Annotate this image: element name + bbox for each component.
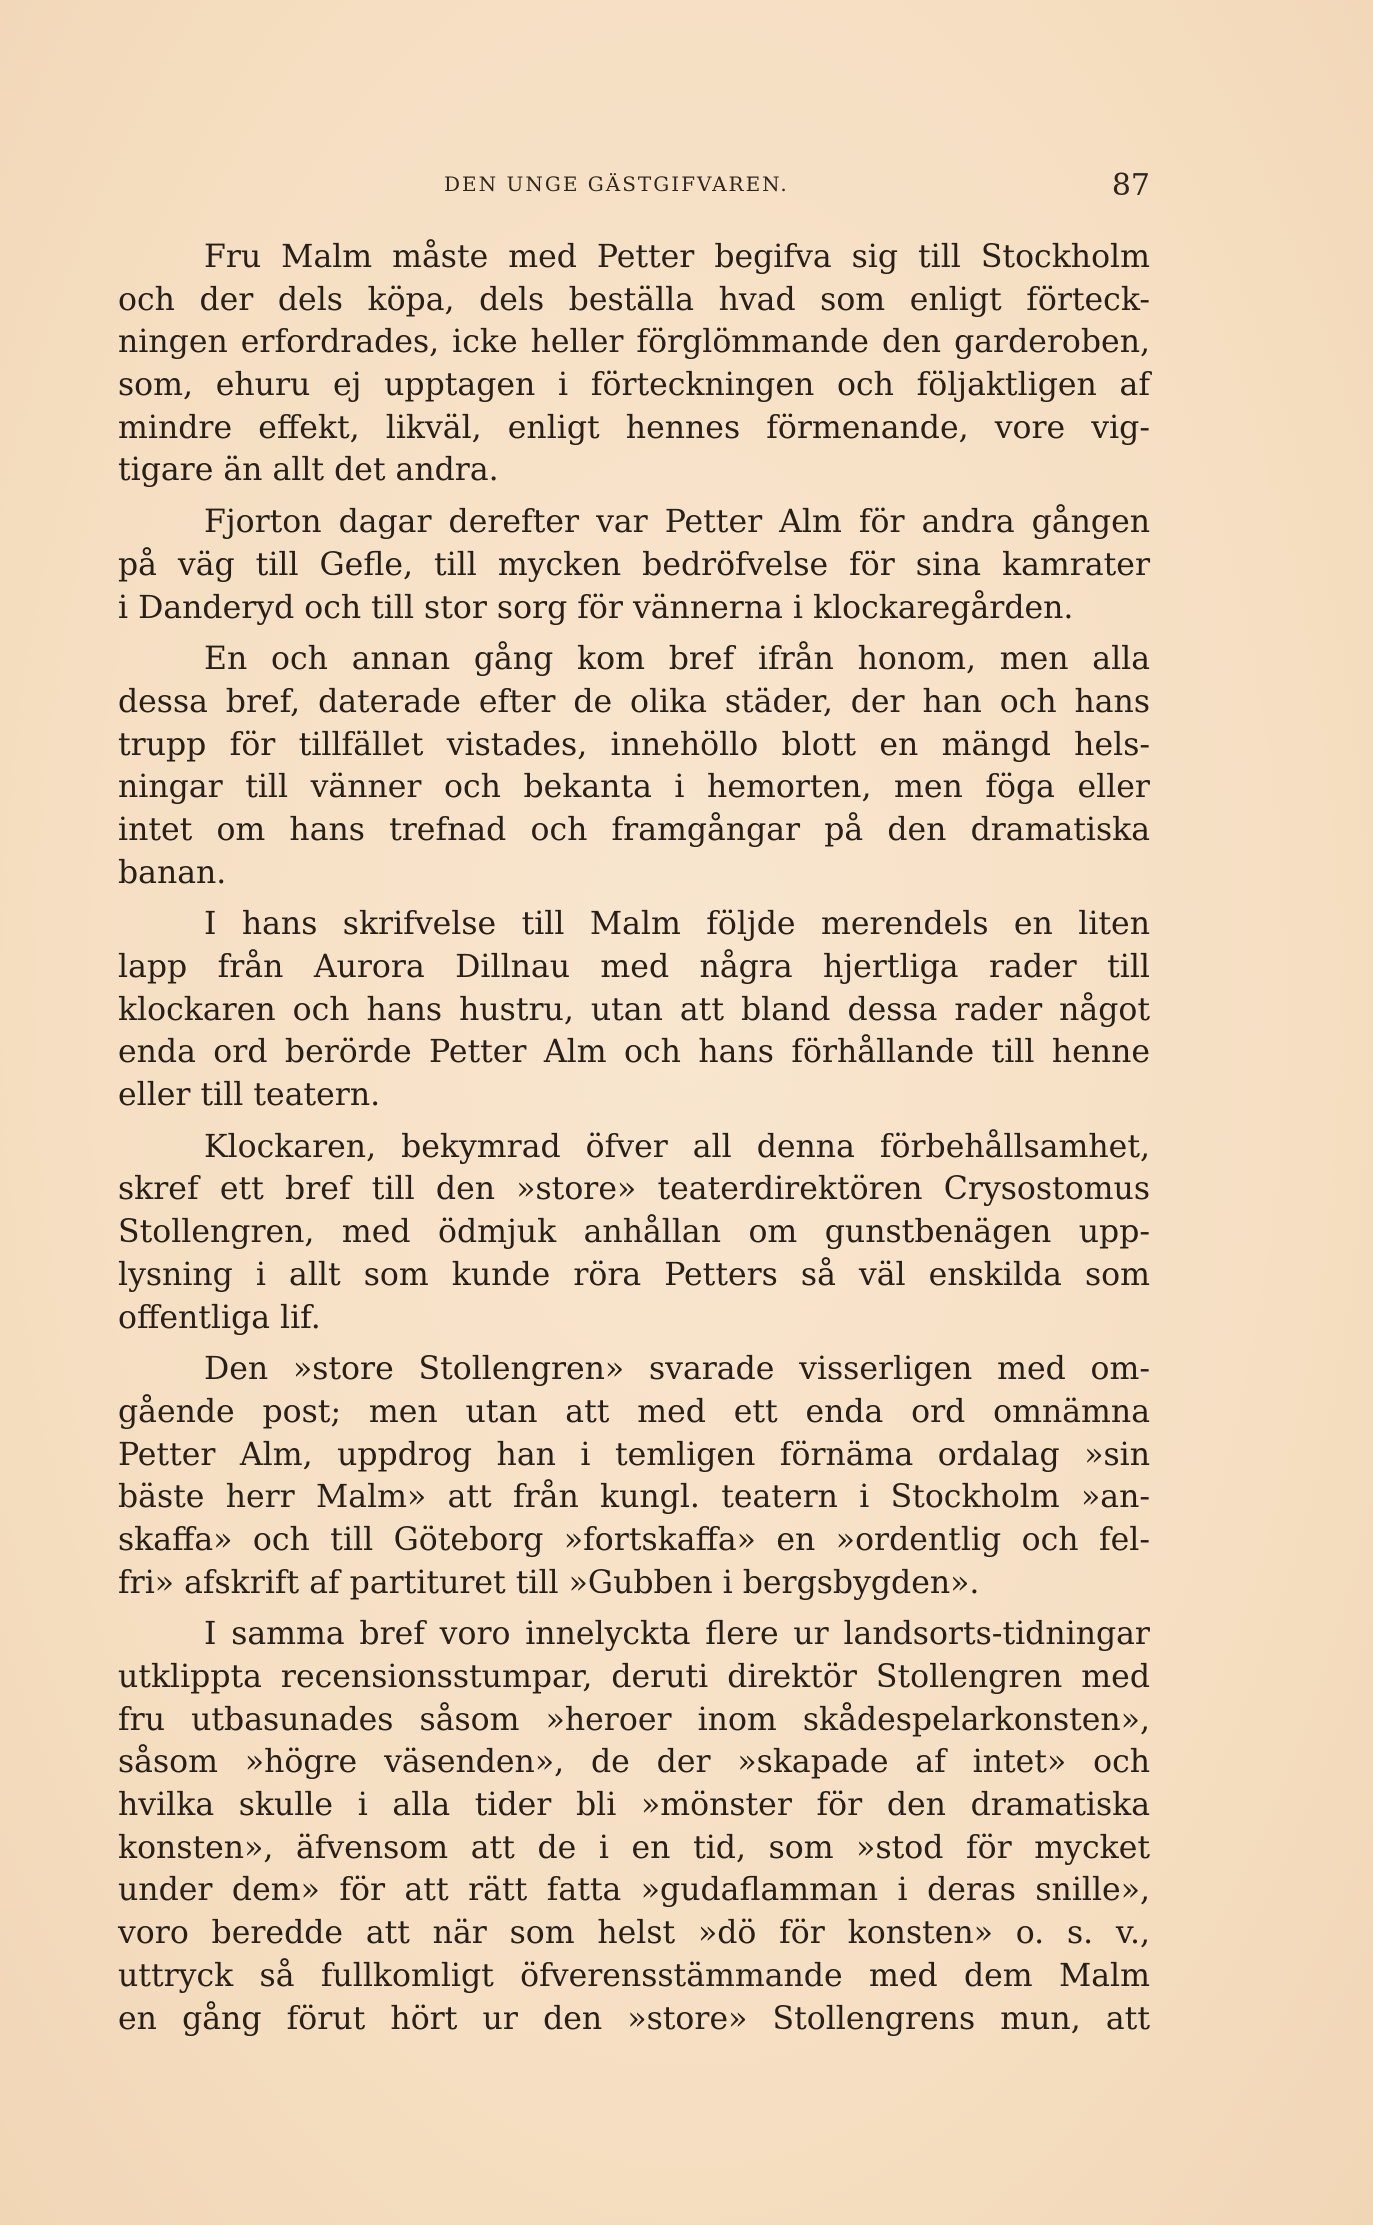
text-line: en gång förut hört ur den »store» Stollengrens mun, att (118, 2000, 1150, 2037)
text-line: ningar till vänner och bekanta i hemorten, men föga eller (118, 769, 1150, 806)
text-line: på väg till Gefle, till mycken bedröfvelse för sina kamrater (118, 546, 1150, 583)
text-line: offentliga lif. (118, 1299, 321, 1336)
text-line: fru utbasunades såsom »heroer inom skådespelarkonsten», (118, 1701, 1150, 1738)
text-line: ningen erfordrades, icke heller förglömmande den garderoben, (118, 324, 1150, 361)
paragraph (118, 501, 1150, 629)
running-head (118, 168, 1150, 208)
text-line: konsten», äfvensom att de i en tid, som »stod för mycket (118, 1829, 1150, 1866)
paragraph (118, 1613, 1150, 2040)
text-line: I hans skrifvelse till Malm följde merendels en liten (204, 906, 1150, 943)
text-line: fri» afskrift af partituret till »Gubben i bergsbygden». (118, 1564, 980, 1601)
text-line: såsom »högre väsenden», de der »skapade af intet» och (118, 1744, 1150, 1781)
body-text (118, 236, 1150, 2049)
paragraph (118, 236, 1150, 492)
text-line: uttryck så fullkomligt öfverensstämmande med dem Malm (118, 1957, 1150, 1994)
text-line: Stollengren, med ödmjuk anhållan om gunstbenägen upp- (118, 1214, 1150, 1251)
text-line: trupp för tillfället vistades, innehöllo blott en mängd hels- (118, 726, 1150, 763)
text-line: Fjorton dagar derefter var Petter Alm för andra gången (204, 504, 1150, 541)
text-line: dessa bref, daterade efter de olika städer, der han och hans (118, 683, 1150, 720)
text-line: mindre effekt, likväl, enligt hennes förmenande, vore vig- (118, 409, 1150, 446)
text-line: och der dels köpa, dels beställa hvad som enligt förteck- (118, 281, 1150, 318)
text-line: I samma bref voro innelyckta flere ur landsorts-tidningar (204, 1616, 1150, 1653)
page-number: 87 (1111, 168, 1150, 203)
text-line: Fru Malm måste med Petter begifva sig till Stockholm (204, 239, 1150, 275)
text-line: klockaren och hans hustru, utan att bland dessa rader något (118, 991, 1150, 1028)
text-line: bäste herr Malm» att från kungl. teatern i Stockholm »an- (118, 1479, 1150, 1516)
text-line: Klockaren, bekymrad öfver all denna förbehållsamhet, (204, 1128, 1150, 1165)
text-line: lysning i allt som kunde röra Petters så väl enskilda som (118, 1256, 1150, 1293)
text-line: intet om hans trefnad och framgångar på den dramatiska (118, 811, 1150, 848)
text-line: skref ett bref till den »store» teaterdirektören Crysostomus (118, 1171, 1150, 1208)
text-line: i Danderyd och till stor sorg för vännerna i klockaregården. (118, 589, 1074, 626)
running-title: DEN UNGE GÄSTGIFVAREN. (444, 172, 789, 196)
text-line: eller till teatern. (118, 1077, 381, 1114)
text-line: lapp från Aurora Dillnau med några hjertliga rader till (118, 949, 1150, 985)
paragraph (118, 903, 1150, 1116)
text-line: enda ord berörde Petter Alm och hans förhållande till henne (118, 1034, 1150, 1071)
text-line: Petter Alm, uppdrog han i temligen förnäma ordalag »sin (118, 1436, 1150, 1473)
text-line: som, ehuru ej upptagen i förteckningen och följaktligen af (118, 367, 1150, 404)
text-line: banan. (118, 854, 227, 891)
paragraph (118, 1126, 1150, 1339)
paragraph (118, 1348, 1150, 1604)
text-line: skaffa» och till Göteborg »fortskaffa» en »ordentlig och fel- (118, 1521, 1150, 1558)
text-line: gående post; men utan att med ett enda ord omnämna (118, 1393, 1150, 1430)
text-line: En och annan gång kom bref ifrån honom, men alla (204, 641, 1150, 678)
text-line: hvilka skulle i alla tider bli »mönster för den dramatiska (118, 1787, 1150, 1824)
paragraph (118, 638, 1150, 894)
text-line: voro beredde att när som helst »dö för konsten» o. s. v., (118, 1915, 1150, 1952)
text-line: tigare än allt det andra. (118, 452, 499, 489)
text-line: under dem» för att rätt fatta »gudaflamman i deras snille», (118, 1872, 1150, 1909)
text-line: Den »store Stollengren» svarade visserligen med om- (204, 1351, 1150, 1388)
text-line: utklippta recensionsstumpar, deruti direktör Stollengren med (118, 1659, 1150, 1695)
